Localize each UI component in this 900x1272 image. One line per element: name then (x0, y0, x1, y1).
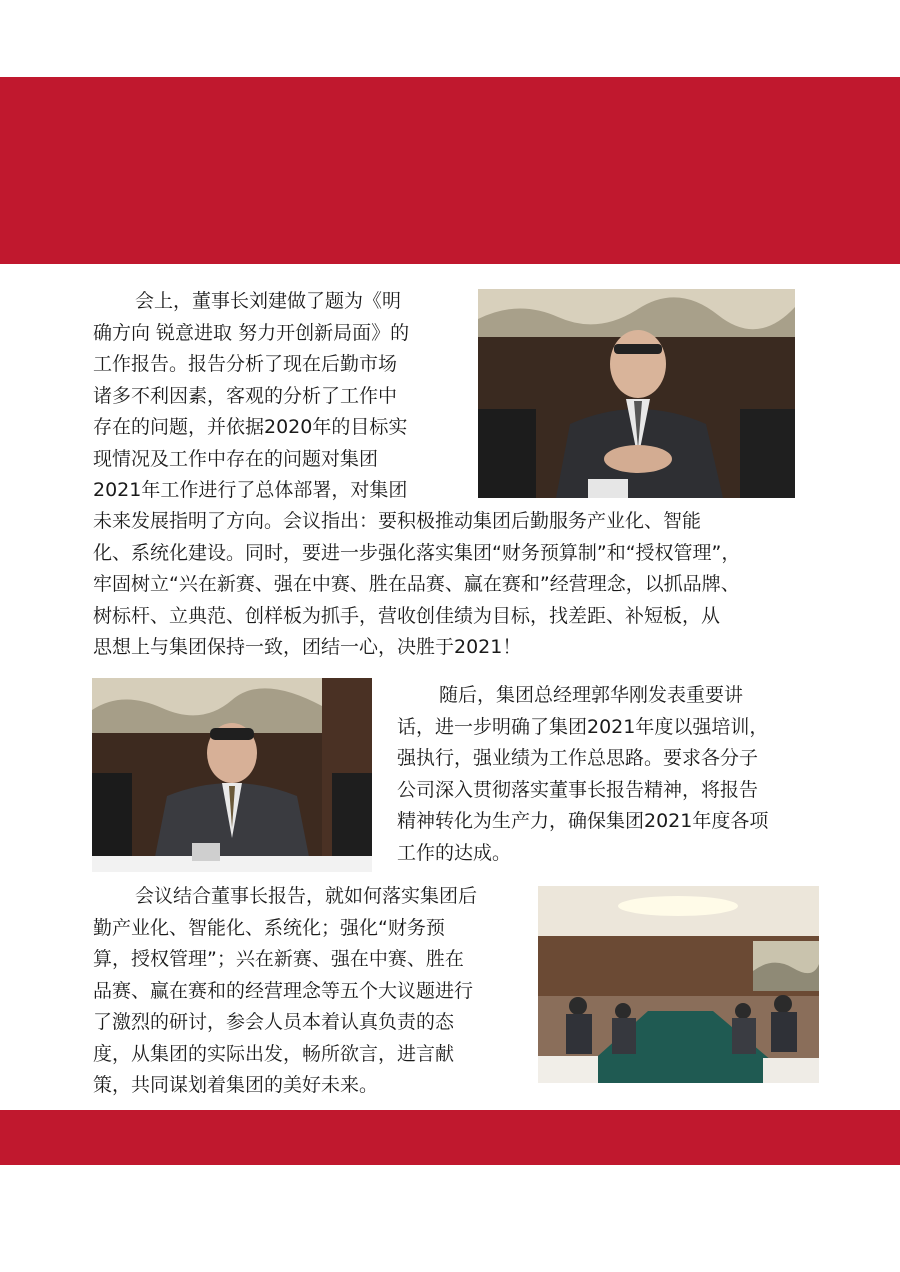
text-line: 工作的达成。 (397, 841, 512, 864)
text-line: 了激烈的研讨，参会人员本着认真负责的态 (93, 1011, 455, 1033)
text-line: 牢固树立“兴在新赛、强在中赛、胜在品赛、赢在赛和”经营理念，以抓品牌、 (93, 573, 740, 595)
text-line: 公司深入贯彻落实董事长报告精神，将报告 (397, 778, 759, 801)
text-line: 勤产业化、智能化、系统化；强化“财务预 (93, 916, 445, 939)
chairman-speech-photo (478, 289, 795, 498)
meeting-room-photo (538, 886, 819, 1083)
text-line: 化、系统化建设。同时，要进一步强化落实集团“财务预算制”和“授权管理”， (93, 541, 741, 564)
text-line: 存在的问题，并依据2020年的目标实 (93, 416, 408, 438)
section3-paragraph (93, 881, 523, 1102)
text-line: 随后，集团总经理郭华刚发表重要讲 (439, 684, 744, 706)
text-line: 现情况及工作中存在的问题对集团 (93, 447, 379, 470)
general-manager-speech-photo (92, 678, 372, 872)
text-line: 会上，董事长刘建做了题为《明 (135, 290, 402, 312)
section2-paragraph (397, 680, 817, 869)
text-line: 会议结合董事长报告，就如何落实集团后 (135, 885, 478, 907)
header-red-band (0, 77, 900, 264)
text-line: 话，进一步明确了集团2021年度以强培训， (397, 715, 769, 738)
footer-red-band (0, 1110, 900, 1165)
text-line: 品赛、赢在赛和的经营理念等五个大议题进行 (93, 979, 474, 1002)
text-line: 精神转化为生产力，确保集团2021年度各项 (397, 810, 769, 832)
text-line: 算，授权管理”；兴在新赛、强在中赛、胜在 (93, 948, 464, 970)
text-line: 强执行，强业绩为工作总思路。要求各分子 (397, 747, 759, 769)
section1-wrapped-paragraph (93, 286, 453, 507)
text-line: 度，从集团的实际出发，畅所欲言，进言献 (93, 1042, 455, 1065)
section1-full-width-paragraph (93, 506, 823, 664)
text-line: 未来发展指明了方向。会议指出：要积极推动集团后勤服务产业化、智能 (93, 510, 702, 532)
text-line: 确方向 锐意进取 努力开创新局面》的 (93, 321, 410, 344)
text-line: 工作报告。报告分析了现在后勤市场 (93, 353, 398, 375)
text-line: 2021年工作进行了总体部署，对集团 (93, 479, 408, 501)
text-line: 策，共同谋划着集团的美好未来。 (93, 1074, 379, 1096)
text-line: 思想上与集团保持一致，团结一心，决胜于2021！ (93, 636, 522, 658)
text-line: 诸多不利因素，客观的分析了工作中 (93, 384, 398, 407)
text-line: 树标杆、立典范、创样板为抓手，营收创佳绩为目标，找差距、补短板，从 (93, 604, 721, 627)
